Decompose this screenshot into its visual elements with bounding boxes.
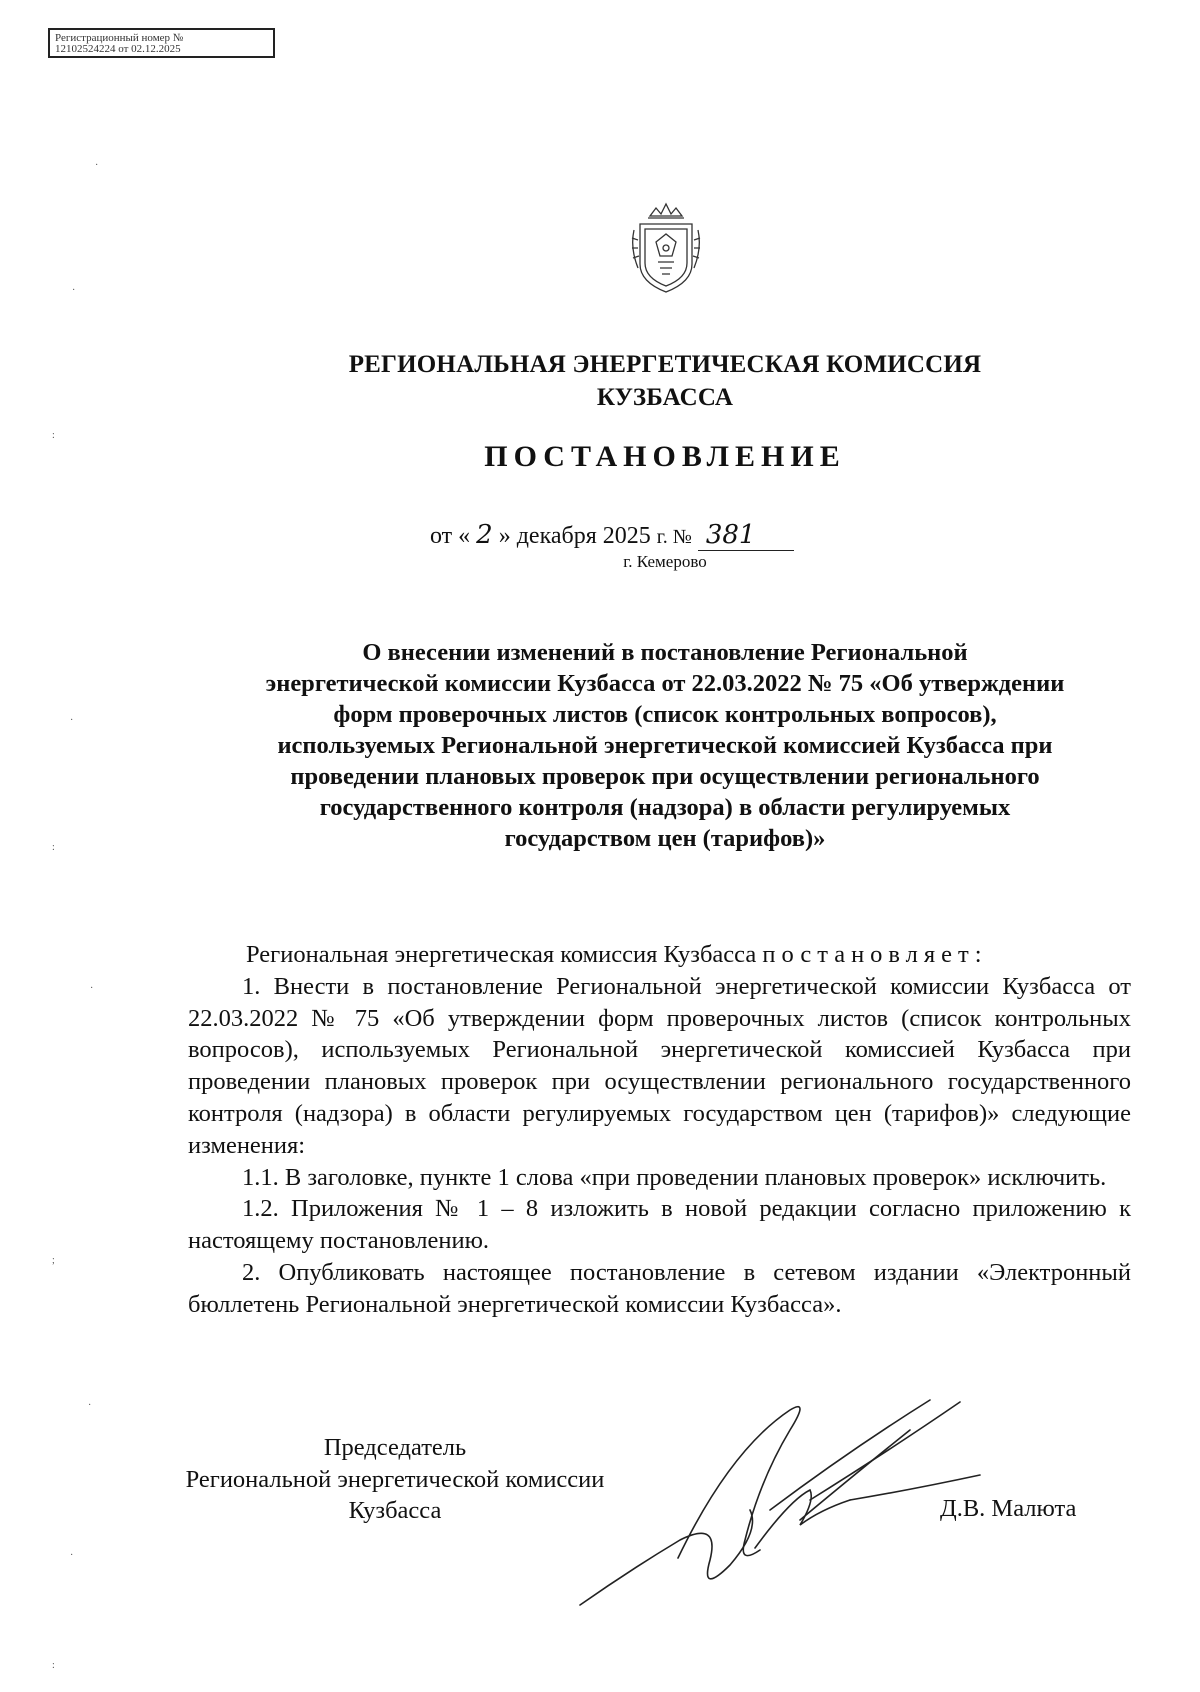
title-line: форм проверочных листов (список контрольных вопросов), [333,701,997,728]
coat-of-arms-icon [628,198,704,298]
resolves-word: постановляет: [762,941,988,968]
document-page: Регистрационный номер № 12102524224 от 02.12.2025 РЕГИОНАЛЬНАЯ ЭНЕРГЕТИЧЕСКАЯ КОМИССИЯ КУЗБАССА ПОСТАНОВЛЕНИЕ от « 2 » декабря 2025 г. № 381 г. Кемерово О внесении изменений в постановление Региональной энергетической комиссии Кузбасса от 22.03.2022 № 75 «Об утверждении форм проверочных листов (список контрольных вопросов), используемых Региональной энергетической комиссией Кузбасса при проведении плановых проверок при осуществлении регионального государственного контроля (надзора) в области регулируемых государством цен (тарифов)» Региональная энергетическая комиссия Кузбасса постановляет: 1. Внести в постановление Региональной энергетической комиссии Кузбасса от 22.03.2022 № 75 «Об утверждении форм проверочных листов (список контрольных вопросов), используемых Региональной энергетической комиссией Кузбасса при проведении плановых проверок при осуществлении регионального государственного контроля (надзора) в области регулируемых государством цен (тарифов)» следующие изменения: 1.1. В заголовке, пункте 1 слова «при проведении плановых проверок» исключить. 1.2. Приложения № 1 – 8 изложить в новой редакции согласно приложению к настоящему постановлению. 2. Опубликовать настоящее постановление в сетевом издании «Электронный бюллетень Региональной энергетической комиссии Кузбасса». Председатель Региональной энергетической комиссии Кузбасса Д.В. Малюта · · : · : · ; · · : [0,0,1200,1692]
signer-name: Д.В. Малюта [940,1495,1077,1522]
registration-number: 12102524224 от 02.12.2025 [55,44,181,55]
clause-1-1: 1.1. В заголовке, пункте 1 слова «при проведении плановых проверок» исключить. [242,1163,1107,1191]
date-day-handwritten: 2 [476,520,493,550]
clause-2: 2. Опубликовать настоящее постановление в сетевом издании «Электронный бюллетень Региональной энергетической комиссии Кузбасса». [188,1258,1131,1318]
organization-name: РЕГИОНАЛЬНАЯ ЭНЕРГЕТИЧЕСКАЯ КОМИССИЯ [348,351,982,378]
date-prefix: от « [430,523,471,549]
clause-1: 1. Внести в постановление Региональной энергетической комиссии Кузбасса от 22.03.2022 № 75 «Об утверждении форм проверочных листов (список контрольных вопросов), используемых Региональной энергетической комиссией Кузбасса при проведении плановых проверок при осуществлении регионального государственного контроля (надзора) в области регулируемых государством цен (тарифов)» следующие изменения: [188,972,1131,1159]
registration-stamp [48,28,275,58]
registration-label: Регистрационный номер № [55,33,184,44]
title-line: энергетической комиссии Кузбасса от 22.03.2022 № 75 «Об утверждении [265,670,1065,697]
preamble-text: Региональная энергетическая комиссия Кузбасса [246,941,763,968]
preamble [188,939,1131,971]
document-type: ПОСТАНОВЛЕНИЕ [484,440,846,473]
signer-region: Кузбасса [348,1497,442,1524]
title-line: проведении плановых проверок при осуществлении регионального [290,763,1040,790]
signer-title: Председатель [323,1434,467,1461]
city: г. Кемерово [623,552,707,571]
document-title [150,637,1180,854]
date-month-year: » декабря 2025 [498,523,651,549]
title-line: государственного контроля (надзора) в области регулируемых [319,794,1011,821]
title-line: О внесении изменений в постановление Региональной [362,639,968,666]
date-number-line [430,520,794,551]
signer-organization: Региональной энергетической комиссии [185,1465,605,1493]
organization-region: КУЗБАССА [596,384,734,411]
title-line: используемых Региональной энергетической комиссией Кузбасса при [277,732,1053,759]
document-number-handwritten: 381 [705,520,756,550]
document-body [188,939,1131,1321]
year-number-label: г. № [656,526,692,548]
title-line: государством цен (тарифов)» [504,825,826,852]
handwritten-signature [560,1390,1000,1620]
clause-1-2: 1.2. Приложения № 1 – 8 изложить в новой редакции согласно приложению к настоящему постановлению. [188,1195,1131,1255]
